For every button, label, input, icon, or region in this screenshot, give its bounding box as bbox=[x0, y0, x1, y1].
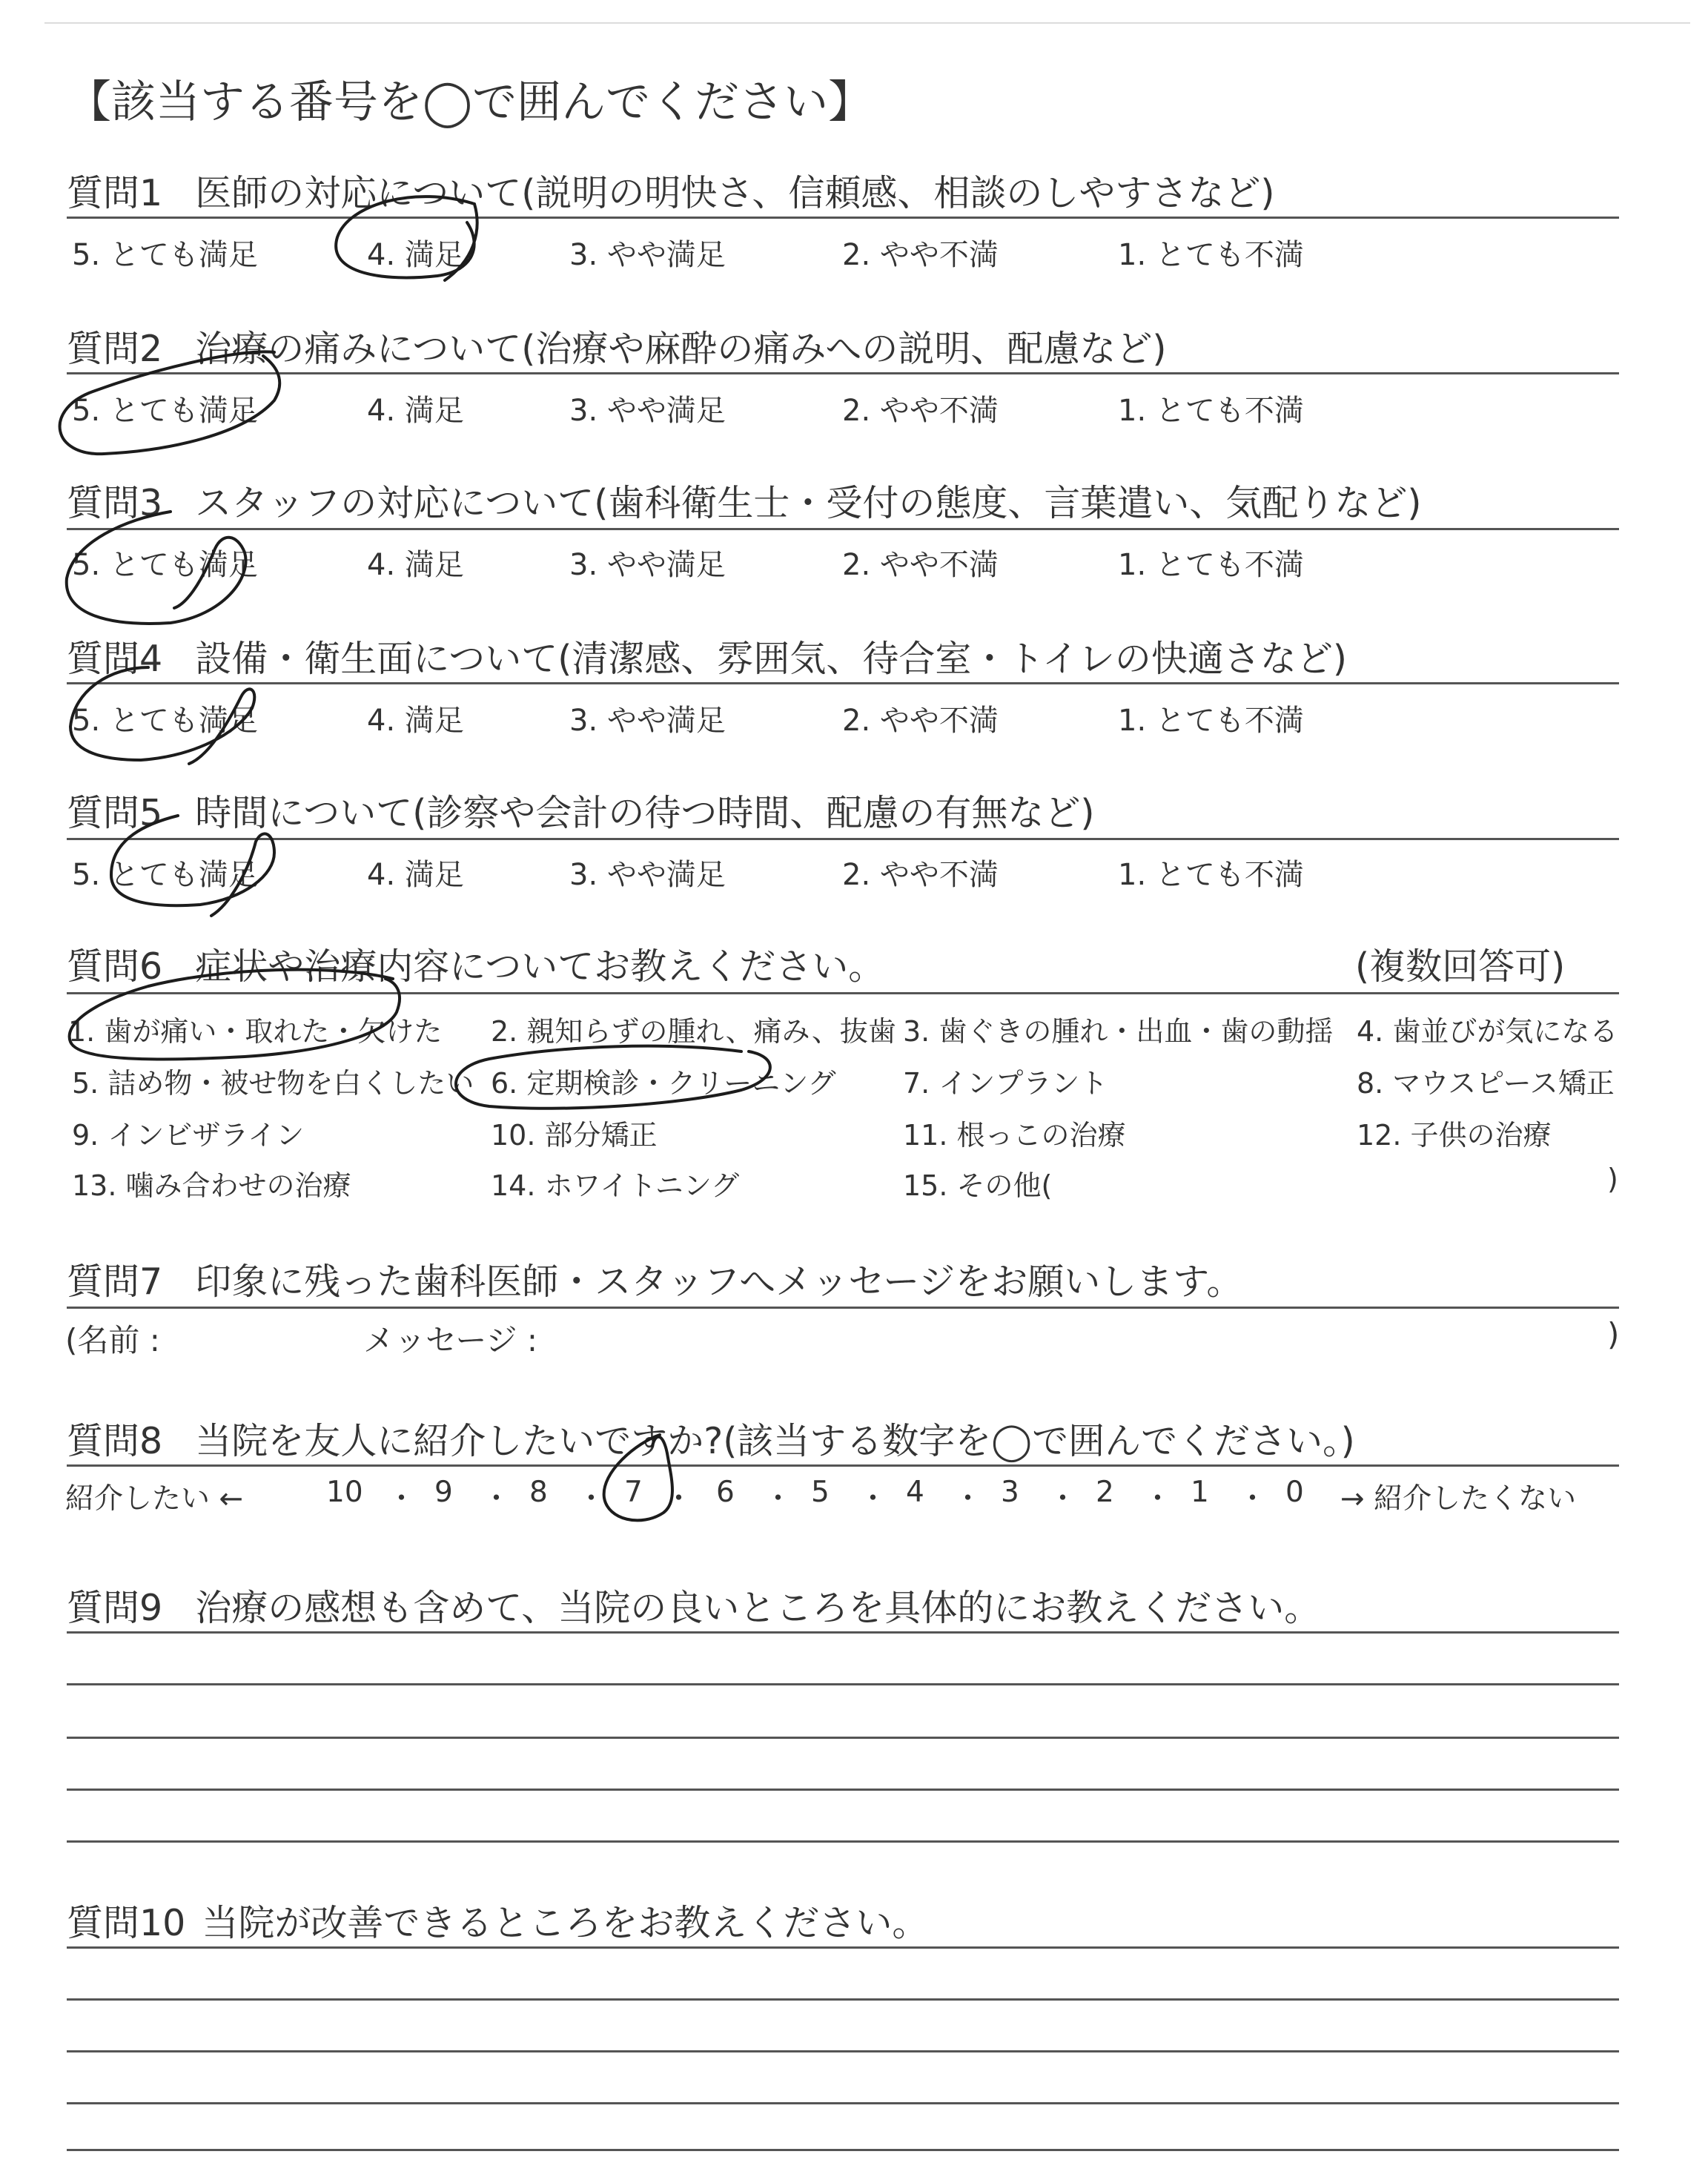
option-1[interactable]: 1. とても不満 bbox=[1118, 238, 1304, 272]
option-4[interactable]: 4. 満足 bbox=[367, 238, 464, 272]
scale-4[interactable]: 4 bbox=[906, 1476, 924, 1509]
answer-line[interactable] bbox=[67, 1998, 1619, 2001]
option-5[interactable]: 5. とても満足 bbox=[72, 394, 258, 428]
answer-line[interactable] bbox=[67, 2050, 1619, 2052]
name-label: (名前 : bbox=[65, 1322, 160, 1358]
question-label: 質問8 bbox=[67, 1420, 163, 1462]
question-label: 質問1 bbox=[67, 172, 163, 214]
scale-5[interactable]: 5 bbox=[811, 1476, 830, 1509]
answer-line[interactable] bbox=[67, 2102, 1619, 2104]
scale-6[interactable]: 6 bbox=[716, 1476, 735, 1509]
scale-dot: ・ bbox=[1143, 1482, 1173, 1516]
question-label: 質問9 bbox=[67, 1587, 163, 1629]
question-2 bbox=[67, 320, 1166, 372]
question-rule bbox=[67, 992, 1619, 994]
option-1[interactable]: 1. とても不満 bbox=[1118, 704, 1304, 738]
option-4[interactable]: 4. 満足 bbox=[367, 858, 464, 892]
q6-option-13[interactable]: 13. 噛み合わせの治療 bbox=[72, 1169, 351, 1202]
scale-dot: ・ bbox=[1048, 1482, 1078, 1516]
q6-option-5[interactable]: 5. 詰め物・被せ物を白くしたい bbox=[72, 1067, 474, 1100]
question-label: 質問6 bbox=[67, 945, 163, 988]
question-5 bbox=[67, 785, 1094, 836]
multiple-answer-note: (複数回答可) bbox=[1355, 945, 1566, 988]
question-rule bbox=[67, 682, 1619, 684]
scale-right-label: → 紹介したくない bbox=[1340, 1482, 1577, 1516]
option-1[interactable]: 1. とても不満 bbox=[1118, 548, 1304, 582]
q6-option-8[interactable]: 8. マウスピース矯正 bbox=[1357, 1067, 1615, 1100]
answer-line[interactable] bbox=[67, 1631, 1619, 1634]
question-10 bbox=[67, 1895, 928, 1946]
question-7 bbox=[67, 1253, 1242, 1305]
q6-option-14[interactable]: 14. ホワイトニング bbox=[491, 1169, 740, 1202]
scale-dot: ・ bbox=[764, 1482, 793, 1516]
option-4[interactable]: 4. 満足 bbox=[367, 394, 464, 428]
option-3[interactable]: 3. やや満足 bbox=[569, 704, 726, 738]
question-text: 治療の痛みについて(治療や麻酔の痛みへの説明、配慮など) bbox=[195, 328, 1167, 370]
question-rule bbox=[67, 838, 1619, 840]
message-label: メッセージ : bbox=[363, 1322, 537, 1358]
scale-dot: ・ bbox=[1238, 1482, 1268, 1516]
option-5[interactable]: 5. とても満足 bbox=[72, 238, 258, 272]
message-close-paren: ) bbox=[1607, 1316, 1620, 1353]
scale-dot: ・ bbox=[482, 1482, 512, 1516]
option-4[interactable]: 4. 満足 bbox=[367, 548, 464, 582]
question-text: 治療の感想も含めて、当院の良いところを具体的にお教えください。 bbox=[195, 1587, 1321, 1629]
question-3 bbox=[67, 475, 1421, 526]
q6-option-6[interactable]: 6. 定期検診・クリーニング bbox=[491, 1067, 836, 1100]
question-1 bbox=[67, 165, 1274, 217]
question-text: 印象に残った歯科医師・スタッフへメッセージをお願いします。 bbox=[195, 1261, 1243, 1303]
form-title: 【該当する番号を◯で囲んでください】 bbox=[67, 76, 873, 128]
scale-9[interactable]: 9 bbox=[434, 1476, 453, 1509]
question-text: 当院を友人に紹介したいですか?(該当する数字を◯で囲んでください。) bbox=[195, 1420, 1355, 1462]
question-rule bbox=[67, 217, 1619, 219]
answer-line[interactable] bbox=[67, 1840, 1619, 1843]
scale-0[interactable]: 0 bbox=[1285, 1476, 1304, 1509]
scale-2[interactable]: 2 bbox=[1096, 1476, 1114, 1509]
question-label: 質問3 bbox=[67, 482, 163, 524]
scale-dot: ・ bbox=[387, 1482, 417, 1516]
question-9 bbox=[67, 1579, 1320, 1631]
question-6 bbox=[67, 938, 884, 990]
question-text: 症状や治療内容についてお教えください。 bbox=[195, 945, 885, 988]
q6-option-1[interactable]: 1. 歯が痛い・取れた・欠けた bbox=[68, 1015, 443, 1048]
answer-line[interactable] bbox=[67, 1789, 1619, 1791]
other-close-paren: ) bbox=[1607, 1163, 1618, 1195]
option-2[interactable]: 2. やや不満 bbox=[842, 394, 999, 428]
answer-line[interactable] bbox=[67, 1946, 1619, 1949]
question-rule bbox=[67, 528, 1619, 530]
q6-option-11[interactable]: 11. 根っこの治療 bbox=[903, 1119, 1126, 1152]
question-label: 質問2 bbox=[67, 328, 163, 370]
q6-option-4[interactable]: 4. 歯並びが気になる bbox=[1357, 1015, 1618, 1048]
option-2[interactable]: 2. やや不満 bbox=[842, 858, 999, 892]
scale-dot: ・ bbox=[664, 1482, 694, 1516]
scale-dot: ・ bbox=[577, 1482, 606, 1516]
question-text: 医師の対応について(説明の明快さ、信頼感、相談のしやすさなど) bbox=[195, 172, 1275, 214]
q6-option-9[interactable]: 9. インビザライン bbox=[72, 1119, 305, 1152]
option-5[interactable]: 5. とても満足 bbox=[72, 704, 258, 738]
scale-3[interactable]: 3 bbox=[1001, 1476, 1019, 1509]
option-5[interactable]: 5. とても満足 bbox=[72, 548, 258, 582]
option-3[interactable]: 3. やや満足 bbox=[569, 238, 726, 272]
question-text: スタッフの対応について(歯科衛生士・受付の態度、言葉遣い、気配りなど) bbox=[195, 482, 1422, 524]
option-3[interactable]: 3. やや満足 bbox=[569, 548, 726, 582]
scale-left-label: 紹介したい ← bbox=[65, 1482, 244, 1516]
answer-line[interactable] bbox=[67, 2149, 1619, 2151]
option-2[interactable]: 2. やや不満 bbox=[842, 238, 999, 272]
option-1[interactable]: 1. とても不満 bbox=[1118, 394, 1304, 428]
option-2[interactable]: 2. やや不満 bbox=[842, 704, 999, 738]
option-1[interactable]: 1. とても不満 bbox=[1118, 858, 1304, 892]
q6-option-10[interactable]: 10. 部分矯正 bbox=[491, 1119, 658, 1152]
scale-7[interactable]: 7 bbox=[624, 1476, 643, 1509]
question-label: 質問7 bbox=[67, 1261, 163, 1303]
question-text: 当院が改善できるところをお教えください。 bbox=[202, 1902, 929, 1944]
scale-dot: ・ bbox=[858, 1482, 888, 1516]
option-2[interactable]: 2. やや不満 bbox=[842, 548, 999, 582]
scale-1[interactable]: 1 bbox=[1191, 1476, 1209, 1509]
q6-option-3[interactable]: 3. 歯ぐきの腫れ・出血・歯の動揺 bbox=[903, 1015, 1334, 1048]
scan-edge-line bbox=[44, 22, 1690, 24]
question-label: 質問10 bbox=[67, 1902, 186, 1944]
scale-8[interactable]: 8 bbox=[529, 1476, 548, 1509]
option-4[interactable]: 4. 満足 bbox=[367, 704, 464, 738]
option-3[interactable]: 3. やや満足 bbox=[569, 394, 726, 428]
question-label: 質問4 bbox=[67, 638, 163, 680]
answer-line[interactable] bbox=[67, 1683, 1619, 1685]
option-3[interactable]: 3. やや満足 bbox=[569, 858, 726, 892]
question-rule bbox=[67, 372, 1619, 374]
question-label: 質問5 bbox=[67, 792, 163, 834]
scale-10[interactable]: 10 bbox=[326, 1476, 363, 1509]
q6-option-15[interactable]: 15. その他( bbox=[903, 1169, 1053, 1202]
option-5[interactable]: 5. とても満足 bbox=[72, 858, 258, 892]
question-rule bbox=[67, 1307, 1619, 1309]
question-text: 設備・衛生面について(清潔感、雰囲気、待合室・トイレの快適さなど) bbox=[195, 638, 1347, 680]
scale-dot: ・ bbox=[953, 1482, 983, 1516]
answer-line[interactable] bbox=[67, 1737, 1619, 1739]
question-4 bbox=[67, 630, 1347, 682]
q6-option-2[interactable]: 2. 親知らずの腫れ、痛み、抜歯 bbox=[491, 1015, 896, 1048]
question-rule bbox=[67, 1464, 1619, 1467]
question-8 bbox=[67, 1413, 1355, 1464]
q6-option-12[interactable]: 12. 子供の治療 bbox=[1357, 1119, 1552, 1152]
q6-option-7[interactable]: 7. インプラント bbox=[903, 1067, 1108, 1100]
question-text: 時間について(診察や会計の待つ時間、配慮の有無など) bbox=[195, 792, 1095, 834]
